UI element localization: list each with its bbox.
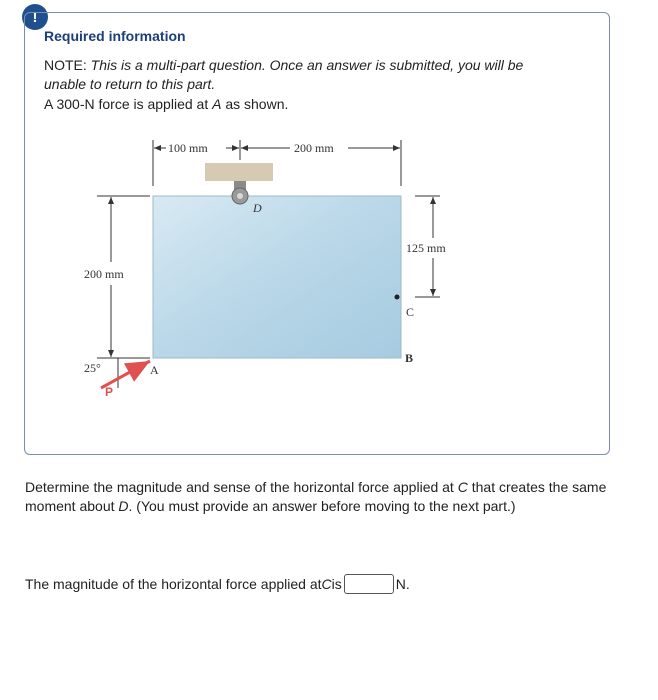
label-p: P	[105, 385, 114, 399]
label-b: B	[405, 351, 414, 365]
angle-25: 25°	[84, 361, 101, 375]
dim-125mm: 125 mm	[406, 241, 446, 255]
answer-row: The magnitude of the horizontal force applied at C is N.	[25, 576, 410, 592]
note-body: This is a multi-part question. Once an answer is submitted, you will be unable to return to this part.	[44, 57, 524, 92]
problem-statement: A 300-N force is applied at A as shown.	[44, 96, 289, 112]
plate	[153, 196, 401, 358]
point-c	[395, 295, 400, 300]
support-block	[205, 163, 273, 181]
note-label: NOTE:	[44, 57, 91, 73]
unit-label: N.	[395, 576, 410, 592]
dim-200mm-top: 200 mm	[294, 141, 334, 155]
label-a: A	[150, 363, 159, 377]
magnitude-input[interactable]	[344, 574, 394, 594]
label-c: C	[406, 305, 415, 319]
dim-100mm: 100 mm	[168, 141, 208, 155]
question-text: Determine the magnitude and sense of the horizontal force applied at C that creates the same moment about D. (You must provide an answer before moving to the next part.)	[25, 479, 607, 514]
required-info-title: Required information	[44, 28, 186, 44]
point-a-ref: A	[212, 96, 222, 112]
dim-200mm-left: 200 mm	[84, 267, 124, 281]
label-d: D	[253, 201, 262, 215]
force-p-arrow	[101, 361, 150, 388]
alert-icon: !	[22, 4, 48, 30]
